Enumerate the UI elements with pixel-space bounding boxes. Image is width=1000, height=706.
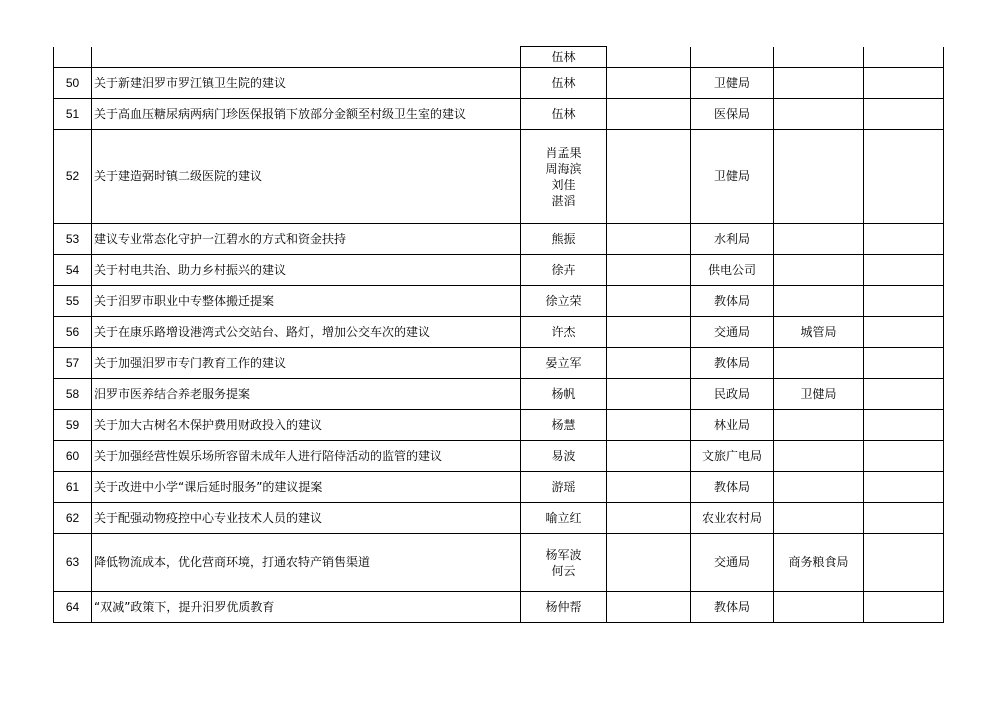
row-number: 60 — [54, 441, 92, 472]
table-row-continuation — [54, 47, 944, 68]
lead-department: 水利局 — [691, 224, 774, 255]
row-number: 55 — [54, 286, 92, 317]
proposer-name: 喻立红 — [545, 511, 582, 525]
table-row — [54, 472, 944, 503]
proposal-table — [53, 46, 944, 623]
proposal-title — [92, 410, 521, 441]
blank-cell — [607, 47, 691, 68]
row-number: 52 — [54, 130, 92, 224]
dept1-cell — [691, 47, 774, 68]
blank-cell — [607, 534, 691, 592]
blank-cell — [607, 317, 691, 348]
table-row — [54, 130, 944, 224]
lead-department: 交通局 — [691, 534, 774, 592]
proposer-name: 杨军波 — [545, 547, 582, 562]
proposal-title — [92, 255, 521, 286]
proposal-title-text: 关于改进中小学“课后延时服务”的建议提案 — [94, 480, 323, 494]
row-number: 58 — [54, 379, 92, 410]
proposer-name: 肖孟果 — [545, 145, 582, 160]
blank-cell — [607, 99, 691, 130]
proposer-cell — [521, 534, 607, 592]
blank-cell — [607, 592, 691, 623]
proposal-title-text: 降低物流成本，优化营商环境，打通农特产销售渠道 — [94, 556, 371, 569]
proposal-title — [92, 130, 521, 224]
lead-department: 供电公司 — [691, 255, 774, 286]
co-department — [774, 68, 864, 99]
blank-cell — [607, 503, 691, 534]
blank-cell — [864, 592, 944, 623]
proposer-cell — [521, 410, 607, 441]
co-department — [774, 255, 864, 286]
blank-cell — [864, 348, 944, 379]
row-number: 59 — [54, 410, 92, 441]
proposer-cell — [521, 379, 607, 410]
title-cell — [92, 47, 521, 68]
row-number: 57 — [54, 348, 92, 379]
proposer-name: 熊振 — [551, 232, 576, 246]
blank-cell — [864, 534, 944, 592]
co-department — [774, 503, 864, 534]
proposer-cell — [521, 472, 607, 503]
proposer-name: 何云 — [551, 563, 576, 578]
proposer-name: 伍林 — [551, 76, 576, 90]
lead-department: 教体局 — [691, 348, 774, 379]
table-row — [54, 224, 944, 255]
proposal-title — [92, 534, 521, 592]
blank-cell — [607, 255, 691, 286]
blank-cell — [864, 224, 944, 255]
proposal-title — [92, 592, 521, 623]
proposer-name: 徐卉 — [551, 263, 576, 277]
proposer-cell — [521, 348, 607, 379]
proposer-name: 周海滨 — [545, 161, 582, 176]
co-department — [774, 410, 864, 441]
co-department — [774, 130, 864, 224]
proposer-name: 许杰 — [551, 325, 576, 339]
blank-cell — [864, 68, 944, 99]
proposal-title — [92, 503, 521, 534]
table-row — [54, 592, 944, 623]
proposal-title — [92, 472, 521, 503]
proposer-cell — [521, 68, 607, 99]
proposer-cell — [521, 441, 607, 472]
co-department — [774, 348, 864, 379]
blank-cell — [864, 317, 944, 348]
proposer-name: 杨仲帮 — [545, 600, 582, 614]
num-cell — [54, 47, 92, 68]
blank-cell — [607, 130, 691, 224]
lead-department: 交通局 — [691, 317, 774, 348]
proposer-name: 杨帆 — [551, 387, 576, 401]
table-row — [54, 68, 944, 99]
blank-cell — [864, 503, 944, 534]
co-department — [774, 472, 864, 503]
blank-cell — [864, 472, 944, 503]
co-department — [774, 99, 864, 130]
proposer-cell — [521, 255, 607, 286]
table-row — [54, 255, 944, 286]
blank-cell — [864, 410, 944, 441]
row-number: 63 — [54, 534, 92, 592]
proposal-title-text: 关于加强经营性娱乐场所容留未成年人进行陪侍活动的监管的建议 — [94, 449, 443, 463]
blank-cell — [607, 472, 691, 503]
lead-department: 教体局 — [691, 472, 774, 503]
co-department — [774, 286, 864, 317]
proposer-name: 刘佳 — [551, 177, 576, 192]
blank-cell — [864, 130, 944, 224]
proposer-name: 易波 — [551, 449, 576, 463]
person-name: 伍林 — [551, 50, 576, 64]
proposer-name: 徐立荣 — [545, 294, 582, 308]
blank-cell — [607, 348, 691, 379]
co-department — [774, 441, 864, 472]
row-number: 61 — [54, 472, 92, 503]
proposer-cell — [521, 317, 607, 348]
blank-cell — [864, 286, 944, 317]
row-number: 56 — [54, 317, 92, 348]
blank-cell — [864, 379, 944, 410]
co-department — [774, 592, 864, 623]
proposer-name: 游瑶 — [551, 480, 576, 494]
proposer-cell — [521, 99, 607, 130]
blank-cell — [607, 441, 691, 472]
proposal-title-text: 关于配强动物疫控中心专业技术人员的建议 — [94, 511, 323, 525]
blank-cell — [864, 99, 944, 130]
proposal-title — [92, 348, 521, 379]
lead-department: 教体局 — [691, 592, 774, 623]
proposal-title — [92, 317, 521, 348]
table-row — [54, 534, 944, 592]
row-number: 54 — [54, 255, 92, 286]
proposal-title-text: 关于加强汨罗市专门教育工作的建议 — [94, 356, 287, 370]
proposer-cell — [521, 592, 607, 623]
proposer-name: 晏立军 — [545, 356, 582, 370]
proposer-name: 伍林 — [551, 107, 576, 121]
blank-cell — [607, 224, 691, 255]
proposal-title — [92, 224, 521, 255]
proposer-name: 湛滔 — [551, 193, 576, 208]
lead-department: 教体局 — [691, 286, 774, 317]
lead-department: 卫健局 — [691, 68, 774, 99]
blank-cell — [864, 47, 944, 68]
proposal-title — [92, 441, 521, 472]
proposer-name: 杨慧 — [551, 418, 576, 432]
row-number: 51 — [54, 99, 92, 130]
row-number: 53 — [54, 224, 92, 255]
table-row — [54, 441, 944, 472]
proposer-cell — [521, 130, 607, 224]
proposal-title — [92, 68, 521, 99]
lead-department: 文旅广电局 — [691, 441, 774, 472]
proposal-title — [92, 379, 521, 410]
table-row — [54, 348, 944, 379]
proposer-cell — [521, 224, 607, 255]
row-number: 50 — [54, 68, 92, 99]
proposal-title-text: “双减”政策下，提升汨罗优质教育 — [94, 600, 275, 614]
blank-cell — [607, 286, 691, 317]
blank-cell — [607, 379, 691, 410]
blank-cell — [607, 410, 691, 441]
table-row — [54, 99, 944, 130]
co-department — [774, 224, 864, 255]
proposer-cell — [521, 503, 607, 534]
blank-cell — [864, 441, 944, 472]
lead-department: 农业农村局 — [691, 503, 774, 534]
person-cell — [521, 47, 607, 68]
proposal-title-text: 关于新建汨罗市罗江镇卫生院的建议 — [94, 76, 287, 90]
co-department: 城管局 — [774, 317, 864, 348]
row-number: 62 — [54, 503, 92, 534]
lead-department: 林业局 — [691, 410, 774, 441]
proposal-title-text: 关于加大古树名木保护费用财政投入的建议 — [94, 418, 323, 432]
proposal-title-text: 关于建造弼时镇二级医院的建议 — [94, 170, 263, 183]
table-row — [54, 410, 944, 441]
proposer-cell — [521, 286, 607, 317]
blank-cell — [864, 255, 944, 286]
table-row — [54, 503, 944, 534]
proposal-title-text: 关于在康乐路增设港湾式公交站台、路灯，增加公交车次的建议 — [94, 325, 431, 339]
co-department: 卫健局 — [774, 379, 864, 410]
table-row — [54, 317, 944, 348]
table-row — [54, 379, 944, 410]
proposal-title — [92, 286, 521, 317]
proposal-title — [92, 99, 521, 130]
proposal-title-text: 关于村电共治、助力乡村振兴的建议 — [94, 263, 287, 277]
lead-department: 医保局 — [691, 99, 774, 130]
proposal-table-body — [54, 47, 944, 623]
dept2-cell — [774, 47, 864, 68]
table-row — [54, 286, 944, 317]
lead-department: 民政局 — [691, 379, 774, 410]
proposal-title-text: 建议专业常态化守护一江碧水的方式和资金扶持 — [94, 232, 347, 246]
proposal-title-text: 关于高血压糖尿病两病门珍医保报销下放部分金额至村级卫生室的建议 — [94, 107, 467, 121]
proposal-title-text: 关于汨罗市职业中专整体搬迁提案 — [94, 294, 275, 308]
proposal-title-text: 汨罗市医养结合养老服务提案 — [94, 387, 251, 401]
blank-cell — [607, 68, 691, 99]
row-number: 64 — [54, 592, 92, 623]
co-department: 商务粮食局 — [774, 534, 864, 592]
lead-department: 卫健局 — [691, 130, 774, 224]
